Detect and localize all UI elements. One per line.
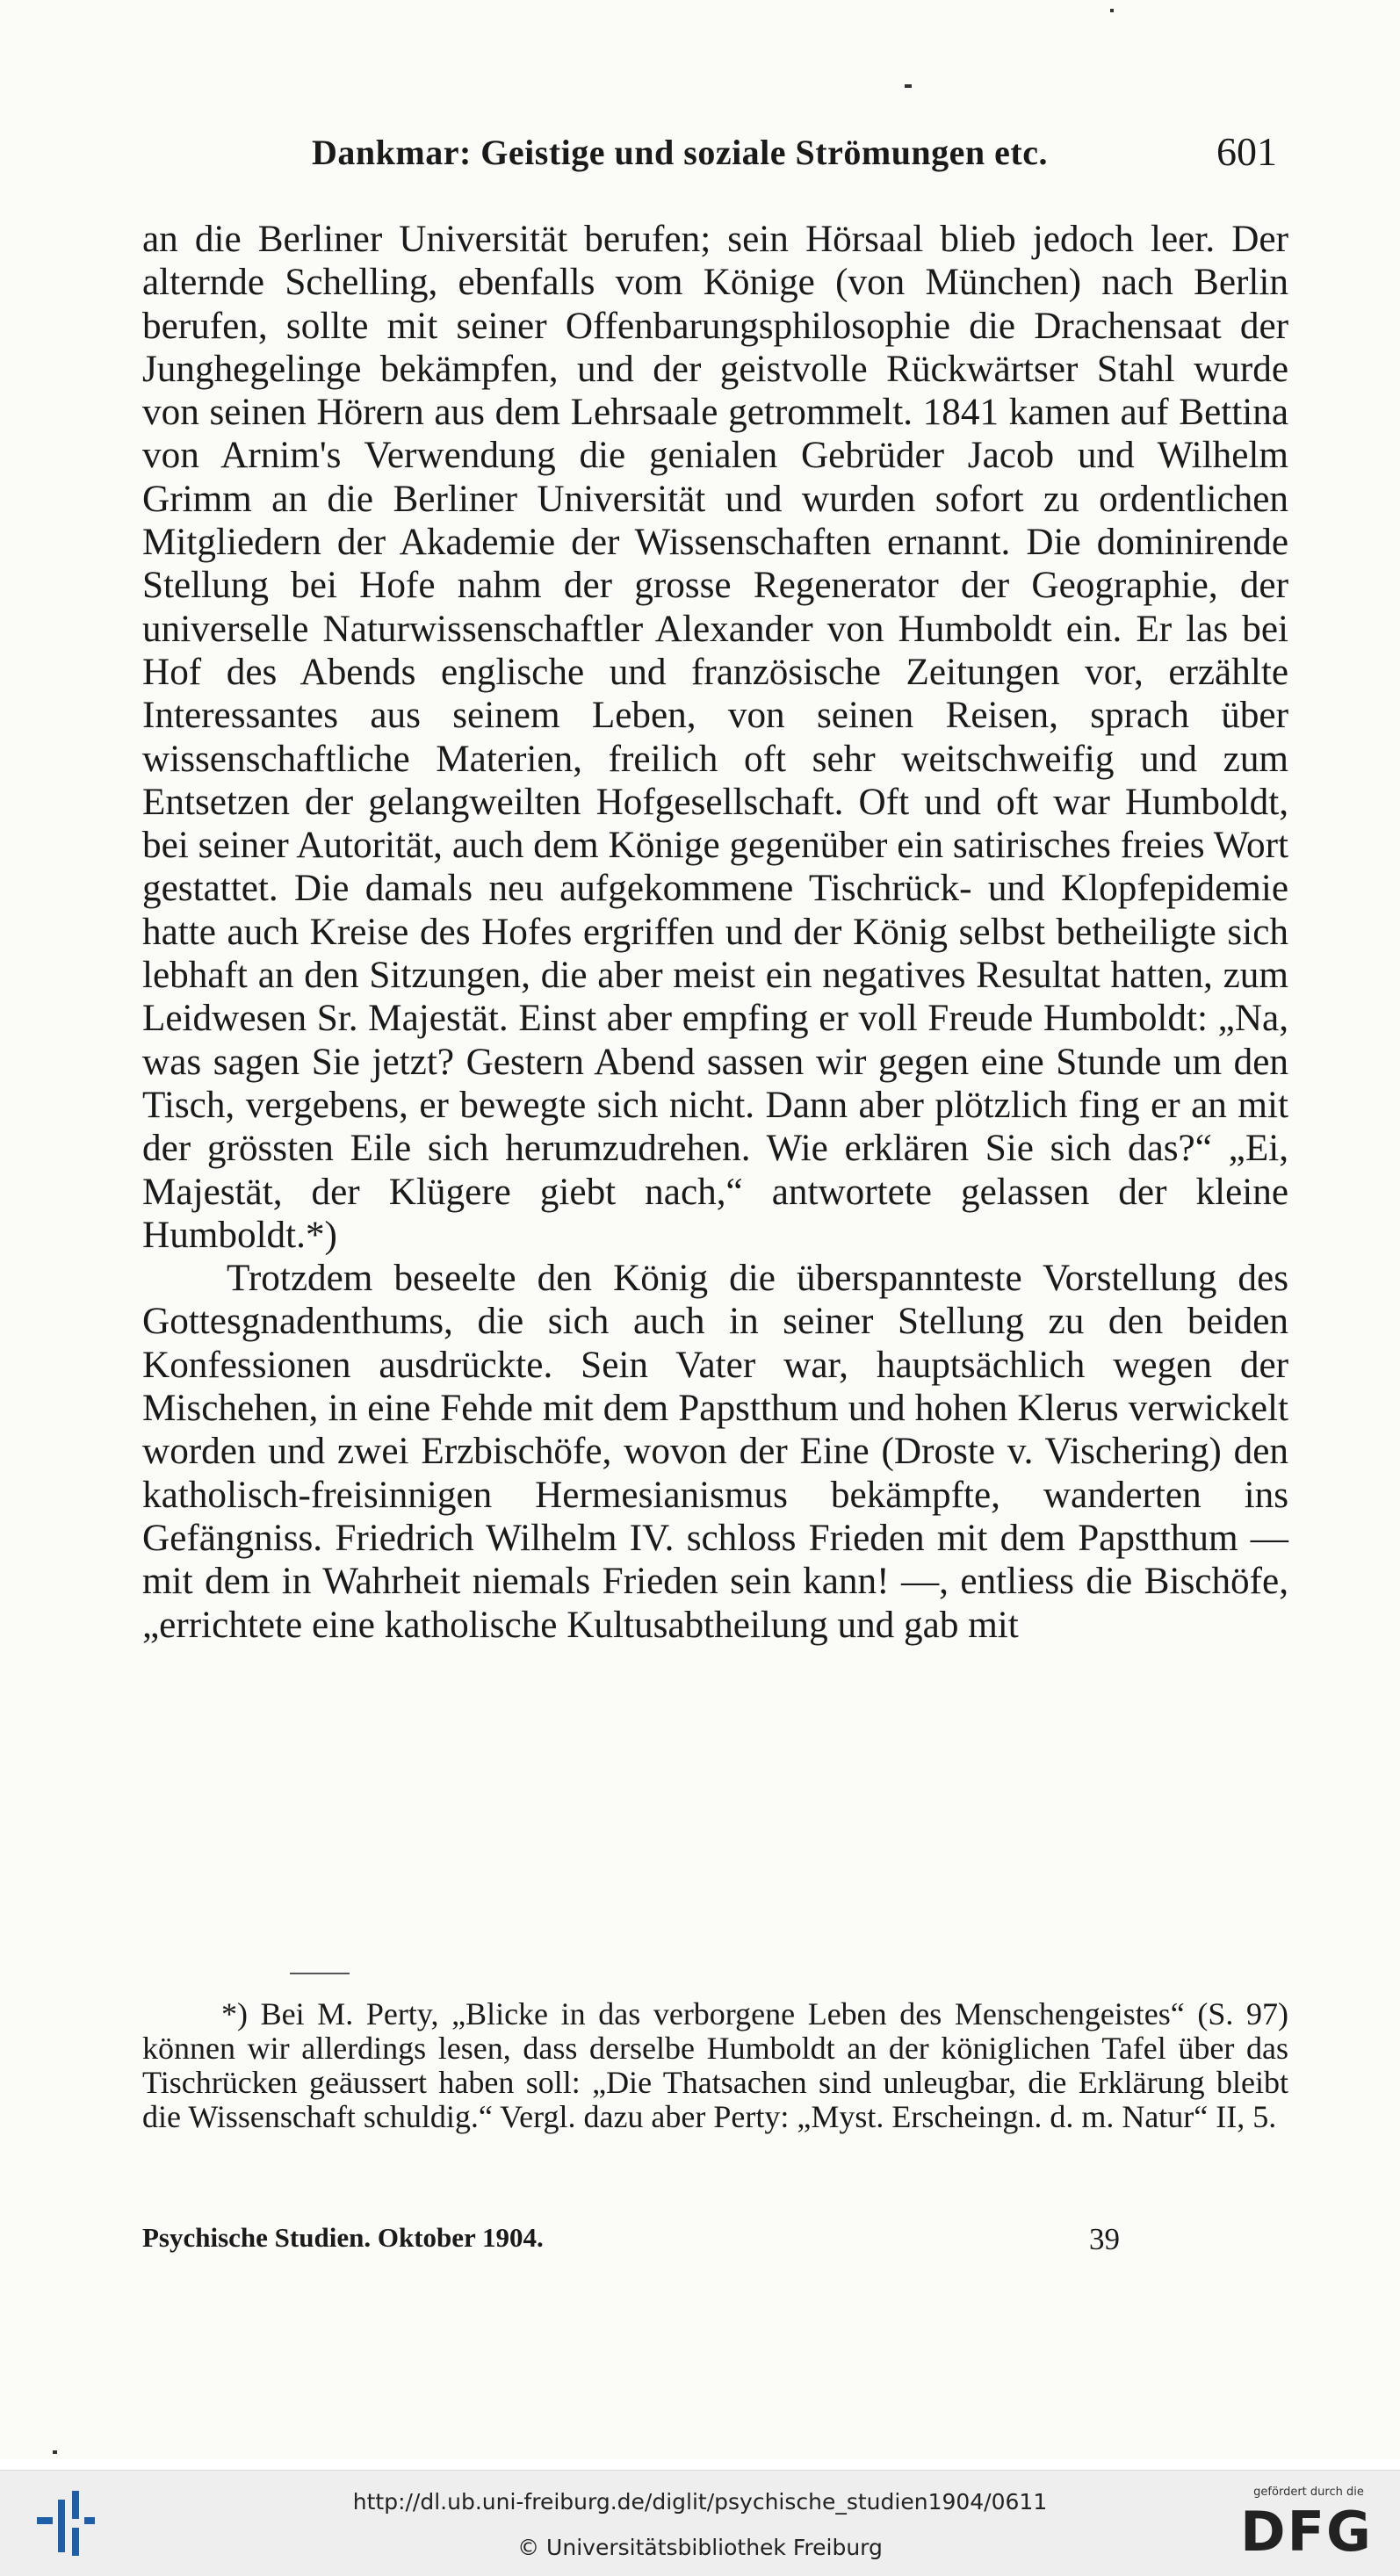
paragraph: Trotzdem beseelte den König die überspannteste Vorstellung des Gottesgnadenthums, die sich auch in seiner Stellung zu den beiden Konfessionen ausdrückte. Sein Vater war, hauptsächlich wegen der Mischehen, in eine Fehde mit dem Papstthum und hohen Klerus verwickelt worden und zwei Erzbischöfe, wovon der Eine (Droste v. Vischering) den katholisch-freisinnigen Hermesianismus bekämpfte, wanderten ins Gefängniss. Friedrich Wilhelm IV. schloss Frieden mit dem Papstthum — mit dem in Wahrheit niemals Frieden sein kann! —, entliess die Bischöfe, „errichtete eine katholische Kultusabtheilung und gab mit xyxy=(142,1258,1288,1646)
running-title: Dankmar: Geistige und soziale Strömungen etc. xyxy=(312,133,1049,172)
source-url-link[interactable]: http://dl.ub.uni-freiburg.de/diglit/psychische_studien1904/0611 xyxy=(352,2489,1048,2515)
footnote xyxy=(142,1997,1288,2134)
scan-speck xyxy=(905,84,912,88)
footnote-text: *) Bei M. Perty, „Blicke in das verborgene Leben des Menschengeistes“ (S. 97) können wir allerdings lesen, dass derselbe Humboldt an der königlichen Tafel über das Tischrücken geäussert haben soll: „Die Thatsachen sind unleugbar, die Erklärung bleibt die Wissenschaft schuldig.“ Vergl. dazu aber Perty: „Myst. Erscheingn. d. m. Natur“ II, 5. xyxy=(142,1996,1288,2134)
sheet-number: 39 xyxy=(1089,2222,1120,2256)
scan-speck xyxy=(1110,9,1114,12)
journal-signature: Psychische Studien. Oktober 1904. xyxy=(142,2222,544,2253)
body-text xyxy=(142,218,1288,1647)
page-number: 601 xyxy=(1216,129,1277,174)
dfg-caption: gefördert durch die xyxy=(1253,2486,1364,2499)
paragraph: an die Berliner Universität berufen; sein Hörsaal blieb jedoch leer. Der alternde Schelling, ebenfalls vom Könige (von München) nach Berlin berufen, sollte mit seiner Offenbarungsphilosophie die Drachensaat der Junghegelinge bekämpfen, und der geistvolle Rückwärtser Stahl wurde von seinen Hörern aus dem Lehrsaale getrommelt. 1841 kamen auf Bettina von Arnim's Verwendung die genialen Gebrüder Jacob und Wilhelm Grimm an die Berliner Universität und wurden sofort zu ordentlichen Mitgliedern der Akademie der Wissenschaften ernannt. Die dominirende Stellung bei Hofe nahm der grosse Regenerator der Geographie, der universelle Naturwissenschaftler Alexander von Humboldt ein. Er las bei Hof des Abends englische und französische Zeitungen vor, erzählte Interessantes aus seinem Leben, von seinen Reisen, sprach über wissenschaftliche Materien, freilich oft sehr weitschweifig und zum Entsetzen der gelangweilten Hofgesellschaft. Oft und oft war Humboldt, bei seiner Autorität, auch dem Könige gegenüber ein satirisches freies Wort gestattet. Die damals neu aufgekommene Tischrück- und Klopfepidemie hatte auch Kreise des Hofes ergriffen und der König selbst betheiligte sich lebhaft an den Sitzungen, die aber meist ein negatives Resultat hatten, zum Leidwesen Sr. Majestät. Einst aber empfing er voll Freude Humboldt: „Na, was sagen Sie jetzt? Gestern Abend sassen wir gegen eine Stunde um den Tisch, vergebens, er bewegte sich nicht. Dann aber plötzlich fing er an mit der grössten Eile sich herumzudrehen. Wie erklären Sie sich das?“ „Ei, Majestät, der Klügere giebt nach,“ antwortete gelassen der kleine Humboldt.*) xyxy=(142,219,1288,1256)
copyright-notice: © Universitätsbibliothek Freiburg xyxy=(517,2535,883,2560)
footnote-separator xyxy=(290,1973,350,1974)
scan-speck xyxy=(53,2450,57,2454)
dfg-logo-icon: DFG xyxy=(1240,2500,1373,2564)
